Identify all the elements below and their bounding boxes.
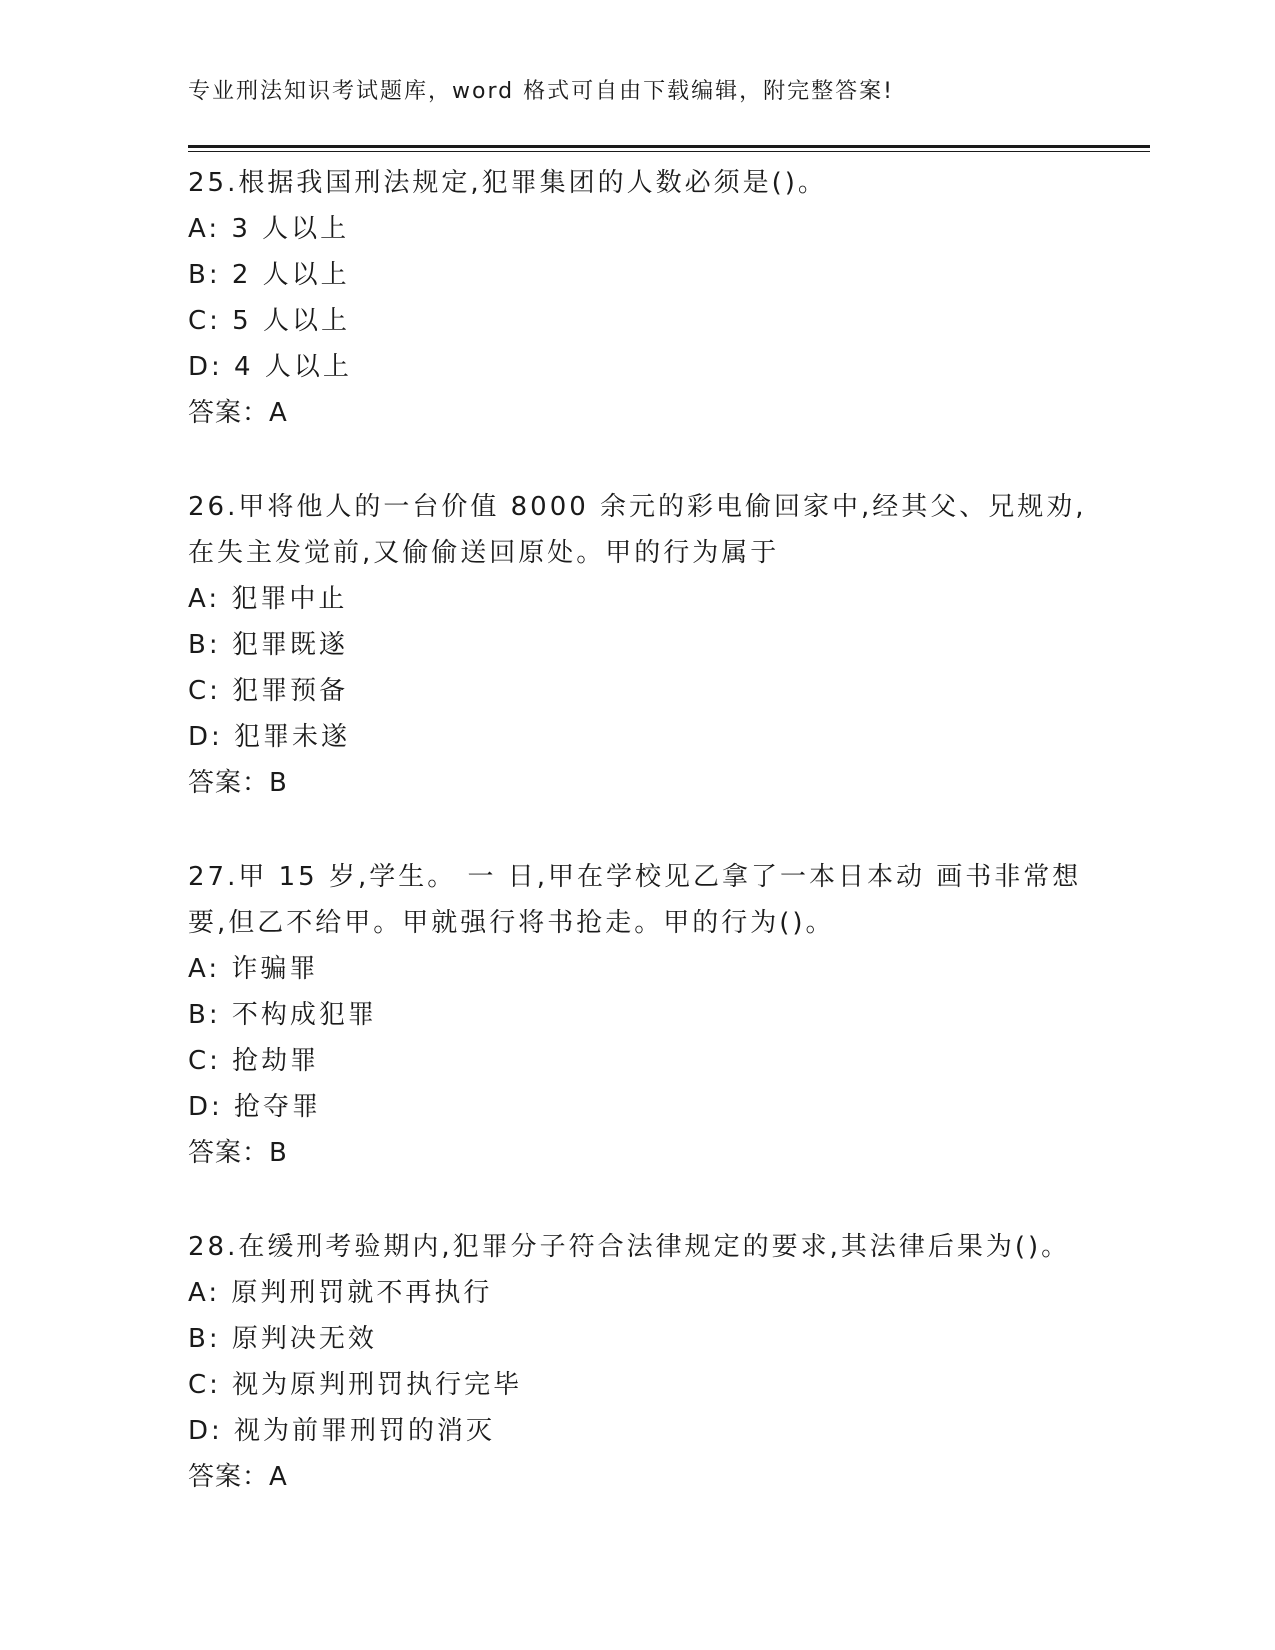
option-d: D: 4 人以上 xyxy=(188,352,352,382)
answer: 答案：A xyxy=(188,1462,288,1492)
header-rule-thick xyxy=(188,145,1150,148)
page-header: 专业刑法知识考试题库，word 格式可自由下载编辑，附完整答案! xyxy=(188,79,894,104)
option-c: C: 5 人以上 xyxy=(188,306,350,336)
option-a: A: 诈骗罪 xyxy=(188,954,319,984)
option-a: A: 原判刑罚就不再执行 xyxy=(188,1278,493,1308)
option-d: D: 犯罪未遂 xyxy=(188,722,351,752)
option-a: A: 犯罪中止 xyxy=(188,584,348,614)
question-text: 25.根据我国刑法规定,犯罪集团的人数必须是()。 xyxy=(188,168,827,198)
answer: 答案：B xyxy=(188,1138,288,1168)
question-text: 26.甲将他人的一台价值 8000 余元的彩电偷回家中,经其父、兄规劝, xyxy=(188,492,1087,522)
answer: 答案：B xyxy=(188,768,288,798)
option-d: D: 视为前罪刑罚的消灭 xyxy=(188,1416,496,1446)
option-b: B: 2 人以上 xyxy=(188,260,350,290)
answer: 答案：A xyxy=(188,398,288,428)
option-c: C: 犯罪预备 xyxy=(188,676,349,706)
question-text: 27.甲 15 岁,学生。 一 日,甲在学校见乙拿了一本日本动 画书非常想 xyxy=(188,862,1082,892)
question-list xyxy=(188,160,1128,1548)
question-27 xyxy=(188,854,1128,1176)
header-rule-thin xyxy=(188,151,1150,152)
option-d: D: 抢夺罪 xyxy=(188,1092,322,1122)
question-28 xyxy=(188,1224,1128,1500)
question-25 xyxy=(188,160,1128,436)
option-b: B: 原判决无效 xyxy=(188,1324,377,1354)
question-text: 28.在缓刑考验期内,犯罪分子符合法律规定的要求,其法律后果为()。 xyxy=(188,1232,1071,1262)
option-b: B: 不构成犯罪 xyxy=(188,1000,377,1030)
option-c: C: 视为原判刑罚执行完毕 xyxy=(188,1370,523,1400)
question-text-continued: 要,但乙不给甲。甲就强行将书抢走。甲的行为()。 xyxy=(188,908,835,938)
option-b: B: 犯罪既遂 xyxy=(188,630,348,660)
option-a: A: 3 人以上 xyxy=(188,214,350,244)
question-26 xyxy=(188,484,1128,806)
option-c: C: 抢劫罪 xyxy=(188,1046,320,1076)
question-text-continued: 在失主发觉前,又偷偷送回原处。甲的行为属于 xyxy=(188,538,780,568)
